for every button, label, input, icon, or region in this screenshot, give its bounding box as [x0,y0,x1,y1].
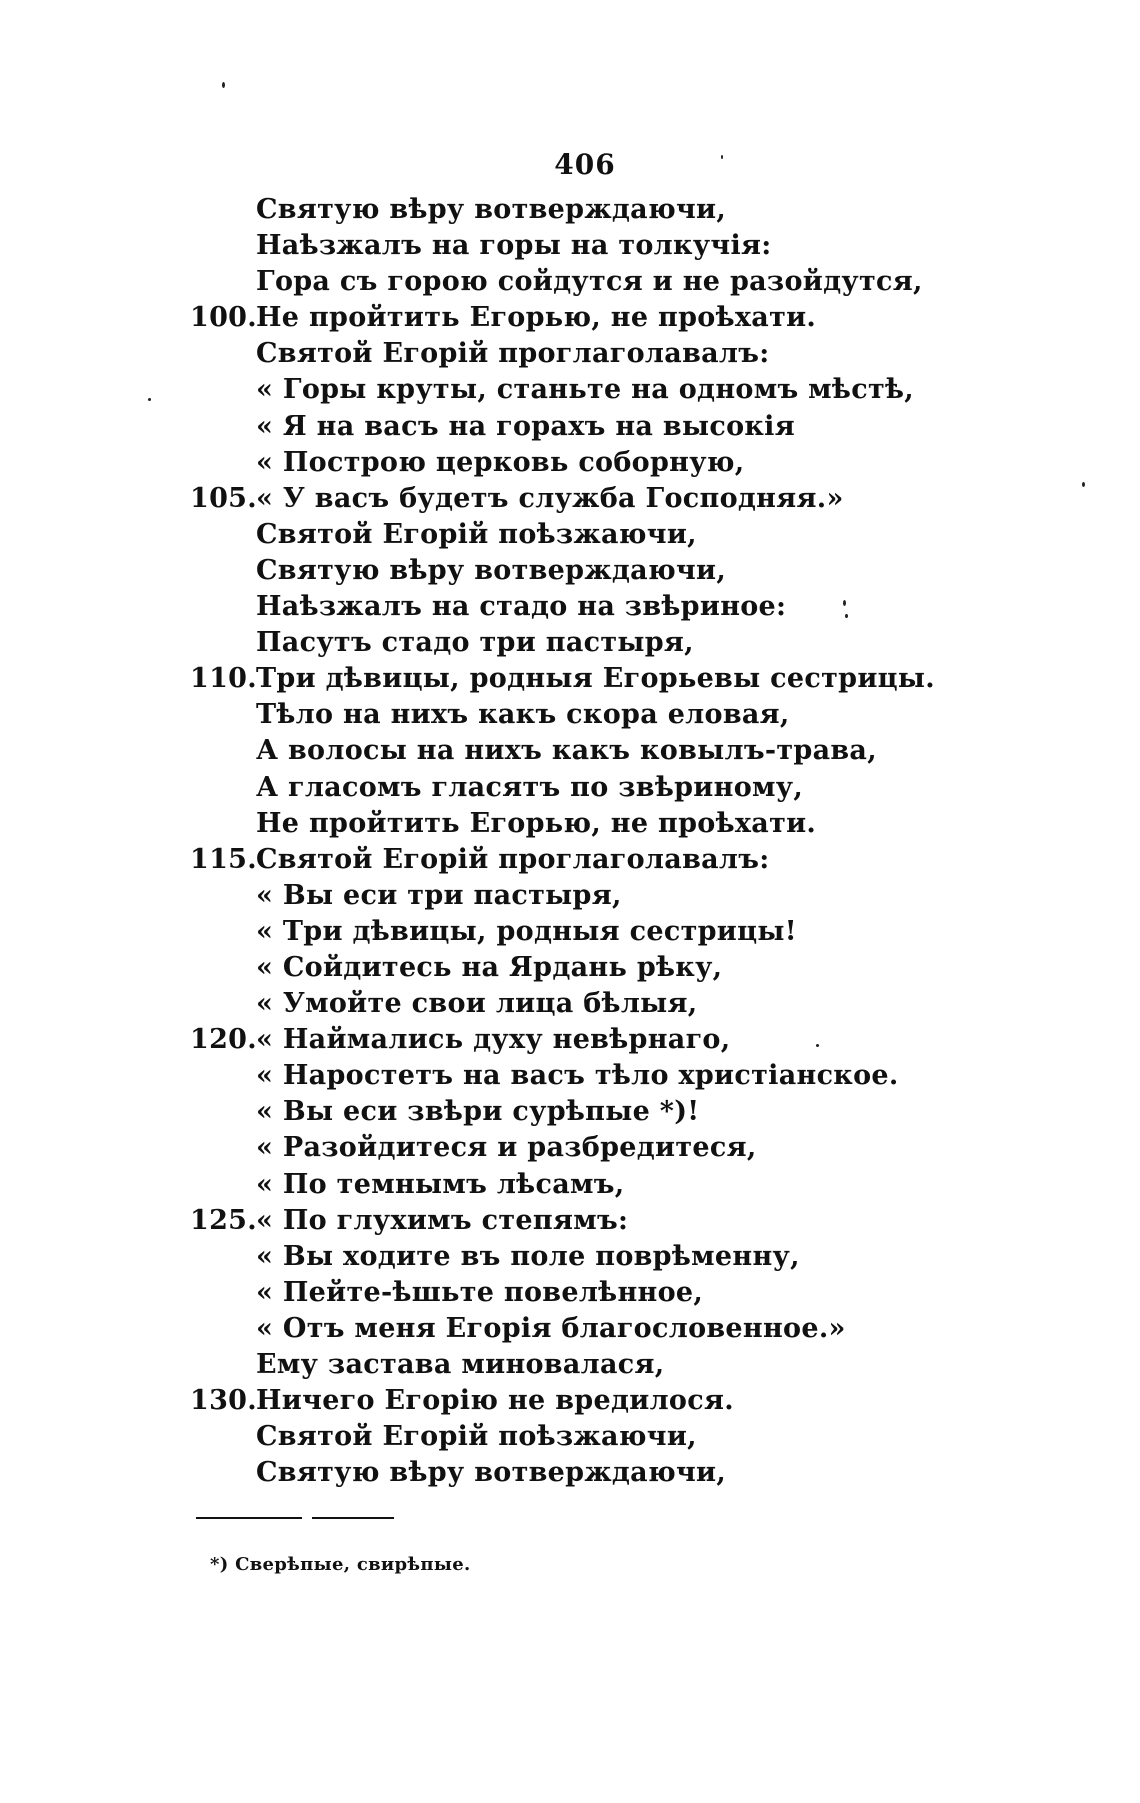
line-text: Тѣло на нихъ какъ скора еловая, [256,699,790,731]
verse-line [190,1311,1050,1347]
verse-line [190,1419,1050,1455]
line-text: « По глухимъ степямъ: [256,1204,629,1236]
scan-speck [843,600,846,606]
verse-line [190,1094,1050,1130]
line-text: Наѣзжалъ на горы на толкучія: [256,230,772,262]
line-text: А волосы на нихъ какъ ковылъ-трава, [256,735,877,767]
line-number: 105. [190,482,257,514]
verse-line [190,264,1050,300]
scan-speck [1082,482,1085,487]
line-text: Святой Егорій поѣзжаючи, [256,1421,697,1453]
verse-line [190,409,1050,445]
verse-line [190,1383,1050,1419]
verse-line [190,1275,1050,1311]
line-text: Пасутъ стадо три пастыря, [256,627,694,659]
line-text: Три дѣвицы, родныя Егорьевы сестрицы. [256,663,935,695]
line-number: 110. [190,663,257,695]
line-text: А гласомъ гласятъ по звѣриному, [256,771,804,803]
line-text: « Я на васъ на горахъ на высокія [256,410,795,442]
line-number: 115. [190,843,257,875]
verse-line [190,770,1050,806]
verse-line [190,589,1050,625]
verse-line [190,697,1050,733]
line-number: 120. [190,1024,257,1056]
verse-line [190,1239,1050,1275]
verse-line [190,733,1050,769]
line-text: « Три дѣвицы, родныя сестрицы! [256,915,797,947]
line-text: « Горы круты, станьте на одномъ мѣстѣ, [256,374,914,406]
verse-line [190,336,1050,372]
scan-speck [721,155,723,159]
line-text: Ему застава миновалася, [256,1349,665,1380]
line-text: « Пейте-ѣшьте повелѣнное, [256,1276,704,1308]
footnote: *) Сверѣпые, свирѣпые. [210,1554,471,1575]
verse-line [190,1058,1050,1094]
line-text: Святую вѣру вотверждаючи, [256,194,727,225]
footnote-divider [312,1517,394,1519]
verse-line [190,878,1050,914]
line-text: « У васъ будетъ служба Господняя.» [256,482,844,514]
line-text: Ничего Егорію не вредилося. [256,1385,734,1417]
line-number: 130. [190,1385,257,1417]
line-text: Святую вѣру вотверждаючи, [256,1457,727,1489]
verse-line [190,842,1050,878]
verse-line [190,372,1050,408]
verse-line [190,1167,1050,1203]
verse-line [190,914,1050,950]
line-text: Не пройтить Егорью, не проѣхати. [256,302,817,334]
scan-speck [222,82,225,88]
line-text: « Наймались духу невѣрнаго, [256,1024,731,1056]
verse-line [190,1022,1050,1058]
line-text: Наѣзжалъ на стадо на звѣриное: [256,591,787,623]
page-number: 406 [554,148,616,181]
line-text: « Вы еси звѣри сурѣпые *)! [256,1096,700,1128]
verse-line [190,481,1050,517]
scan-speck [148,398,151,401]
line-text: « Вы ходите въ поле поврѣменну, [256,1240,800,1272]
verse-line [190,661,1050,697]
line-number: 125. [190,1204,257,1236]
line-text: Святой Егорій поѣзжаючи, [256,518,697,550]
line-text: Святой Егорій проглаголавалъ: [256,843,770,875]
verse-line [190,1347,1050,1383]
line-number: 100. [190,302,257,334]
line-text: Святую вѣру вотверждаючи, [256,554,727,586]
verse-line [190,300,1050,336]
line-text: « Отъ меня Егорія благословенное.» [256,1312,846,1344]
scan-speck [816,1044,819,1047]
line-text: Не пройтить Егорью, не проѣхати. [256,807,817,839]
verse-block [190,192,1050,1491]
line-text: « По темнымъ лѣсамъ, [256,1168,625,1200]
verse-line [190,625,1050,661]
verse-line [190,192,1050,228]
verse-line [190,950,1050,986]
footnote-divider [196,1517,302,1519]
line-text: « Умойте свои лица бѣлыя, [256,988,698,1020]
line-text: Гора съ горою сойдутся и не разойдутся, [256,266,923,298]
verse-line [190,228,1050,264]
verse-line [190,517,1050,553]
line-text: « Построю церковь соборную, [256,446,745,478]
verse-line [190,445,1050,481]
verse-line [190,806,1050,842]
verse-line [190,986,1050,1022]
line-text: « Наростетъ на васъ тѣло христіанское. [256,1060,899,1092]
scan-speck [845,614,848,618]
verse-line [190,553,1050,589]
line-text: « Разойдитеся и разбредитеся, [256,1132,757,1164]
verse-line [190,1130,1050,1166]
line-text: Святой Егорій проглаголавалъ: [256,338,770,370]
line-text: « Вы еси три пастыря, [256,879,622,911]
verse-line [190,1455,1050,1491]
verse-line [190,1203,1050,1239]
line-text: « Сойдитесь на Ярдань рѣку, [256,951,723,983]
